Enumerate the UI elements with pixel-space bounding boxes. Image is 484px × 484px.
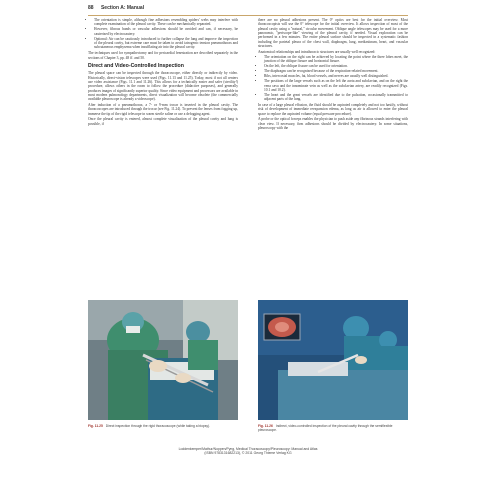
figure-11-26-photo (258, 300, 408, 420)
list-item: • The orientation on the right can be achieved by locating the point where the three lobes meet, the junction of the oblique fissure and horizontal fissure. (264, 55, 408, 64)
paragraph: A probe or the optical forceps enables the physician to push aside any fibrinous strands interfering with clear view. If necessary, firm adhesions should be divided by electrocautery. In some situations, pleuroscopy with the (258, 117, 408, 131)
paragraph: In case of a large pleural effusion, the fluid should be aspirated completely and not too hastily, without risk of development of immediate reexpansion edema, as long as air is allowed to enter the pleural space to replace the aspirated volume (equal pressure procedure). (258, 103, 408, 116)
header-rule (88, 15, 408, 16)
figure-11-25-caption (88, 424, 238, 428)
copyright-footer (88, 447, 408, 455)
running-header (88, 5, 408, 14)
figure-label: Fig. 11.26 (258, 424, 273, 428)
figure-label: Fig. 11.25 (88, 424, 103, 428)
list-item: • The orientation is simple, although fine adhesions resembling spiders' webs may interfere with complete examination of the pleural cavity. These can be mechanically separated. (94, 18, 238, 27)
list-item: • Optional: Air can be cautiously introduced to further collapse the lung and improve the inspection of the pleural cavity, but extreme care must be taken to avoid iatrogenic tension pneumothorax and subcutaneous emphysema when insufflating air into the pleural cavity. (94, 37, 238, 50)
list-item: • On the left, the oblique fissure can be used for orientation. (264, 64, 408, 68)
paragraph: The techniques used for sympathectomy and for pericardial fenestration are described separately in the sections of Chapter 3, pp. 48 ff. and 50. (88, 51, 238, 60)
left-text-column (88, 18, 238, 127)
paragraph: there are no pleural adhesions present. The 0° optics are best for the initial overview. Most thoracoscopists will use the 0° telescope for the initial overview. It allows inspection of most of the pleural cavity using a "natural," circular movement. Oblique angle telescopes may be used for a more panoramic, "periscope-like" viewing of the pleural cavity, if needed. Visual exploration can be performed in a few minutes. The entire pleural surface should be inspected in a systematic fashion including the parietal pleura of the chest wall, diaphragm, lung, mediastinum, heart, and vascular structures. (258, 18, 408, 49)
paragraph: Anatomical relationships and intrathoracic structures are usually well recognized: (258, 49, 376, 54)
section-title: Section A: Manual (100, 5, 145, 11)
paragraph: The pleural space can be inspected through the thoracoscope, either directly or indirectly by video. Historically, direct-vision telescopes were used (Figs. 11.13 and 11.25). Today, most if not all centers use video assistance (Figs. 11.1 and 11.26). This allows for a technically easier and safer (sterility!) procedure, allows others in the room to follow the procedure (didactive purposes), and generally produces images of significantly superior quality. Since video equipment and processors are available in most modern pulmonology departments, direct visualization will become obsolete (the commercially available pleuroscope is already a videoscope). (88, 71, 238, 102)
figure-11-25-photo (88, 300, 238, 420)
page-number: 88 (88, 5, 94, 11)
caption-text: Direct inspection through the rigid thoracoscope (while taking a biopsy). (105, 424, 211, 428)
section-heading: Direct and Video-Controlled Inspection (88, 62, 184, 69)
paragraph: Once the pleural cavity is entered, almost complete visualization of the pleural cavity and lung is possible, if (88, 117, 238, 126)
list-item: • The heart and the great vessels are identified due to the pulsation, occasionally transmitted to adjacent parts of the lung. (264, 93, 408, 102)
footer-line: (ISBN 9783131682213), © 2011 Georg Thieme Verlag KG (204, 451, 292, 456)
right-text-column (258, 18, 408, 132)
caption-text: Indirect, video-controlled inspection of the pleural cavity through the semiflexible pleuroscope. (258, 424, 393, 432)
bullet-list-anatomy (258, 55, 408, 101)
list-item: • Ribs, intercostal muscles, fat, blood vessels, and nerves are usually well distinguished. (264, 74, 408, 78)
figure-11-26-caption (258, 424, 408, 432)
list-item: • However, fibrous bands or vascular adhesions should be avoided and can, if necessary, be cauterized by electrocautery. (94, 27, 238, 36)
footer-line: Loddenkemper/Mathur/Noppen/Pyng, Medical Thoracoscopy/Pleuroscopy: Manual and Atlas (178, 447, 318, 451)
paragraph: After induction of a pneumothorax, a 7- or 9-mm trocar is inserted in the pleural cavity. The thoracoscopes are introduced through the trocar (see Fig. 11.24). To prevent the lenses from fogging up, immerse the tip of the rigid telescope in warm sterile saline or use a defogging agent. (88, 102, 238, 116)
bullet-list-top (88, 18, 238, 50)
list-item: • The positions of the large vessels such as on the left the aorta and subclavian, and on the right the vena cava and the innominate vein as well as the subclavian artery, are readily recognized (Figs. 10.1 and 10.2). (264, 79, 408, 92)
list-item: • The diaphragm can be recognized because of the respiration-related movement. (264, 69, 408, 73)
